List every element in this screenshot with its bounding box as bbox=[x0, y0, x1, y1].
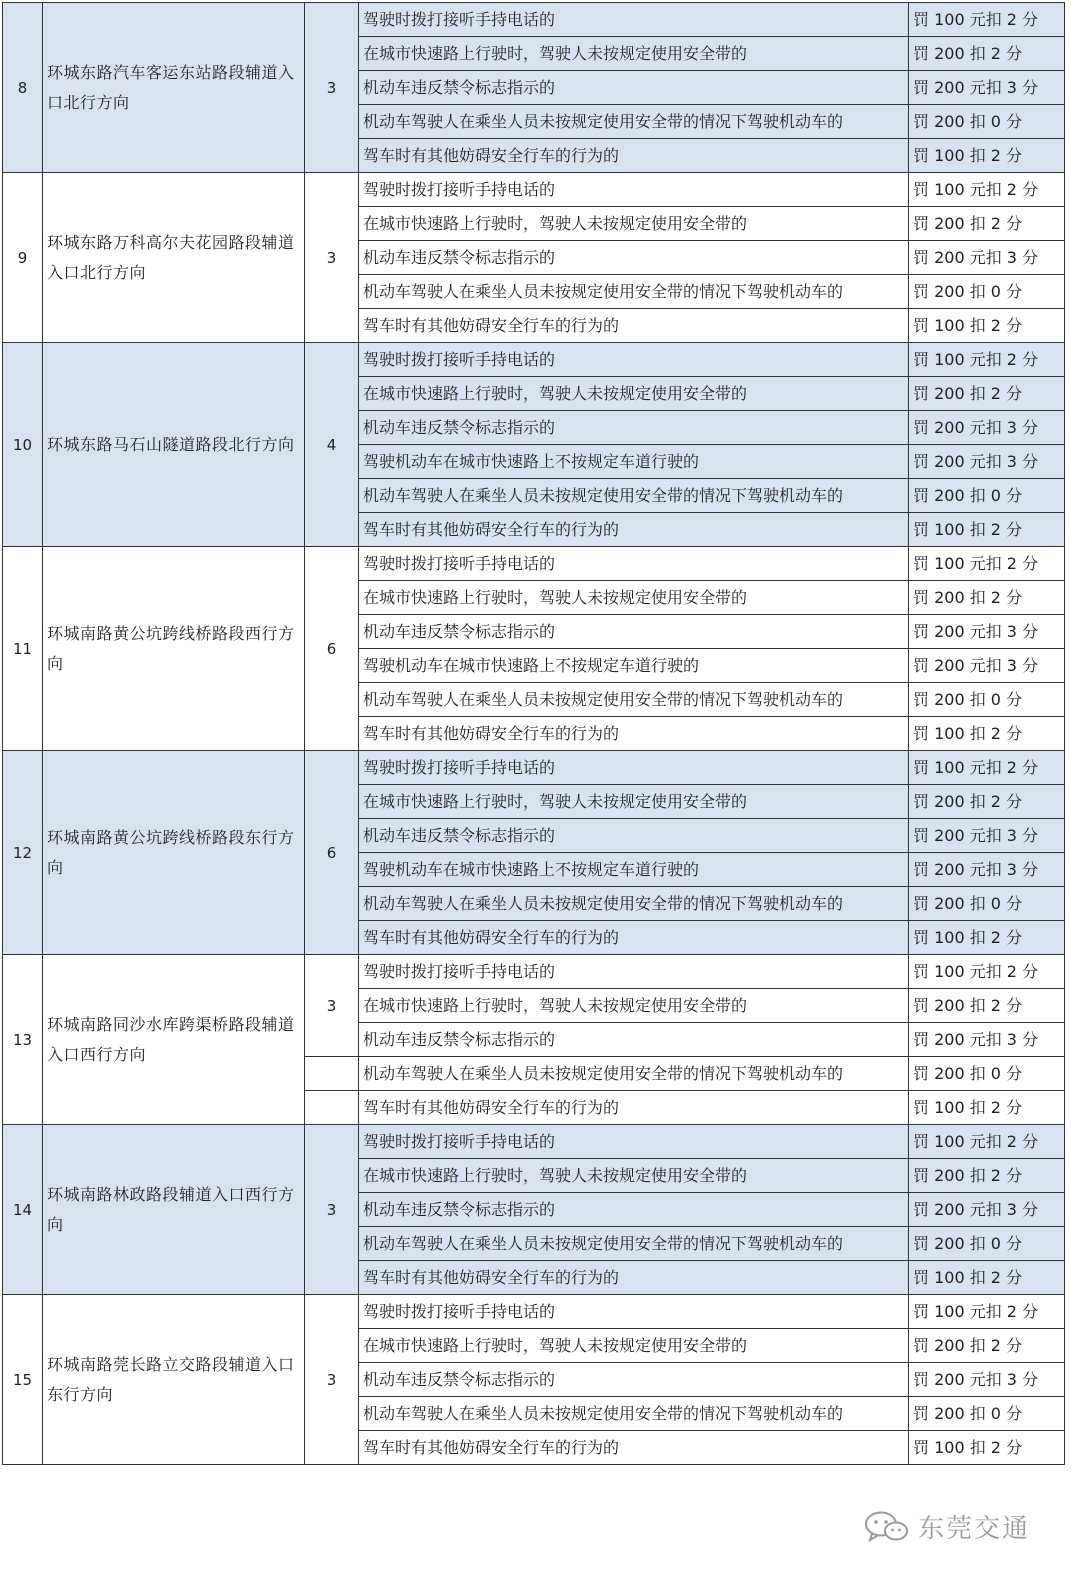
penalty: 罚 200 元扣 3 分 bbox=[909, 1363, 1065, 1397]
violation-description: 驾驶时拨打接听手持电话的 bbox=[359, 955, 909, 989]
location-cell: 环城南路黄公坑跨线桥路段东行方向 bbox=[43, 751, 305, 955]
violation-description: 驾驶时拨打接听手持电话的 bbox=[359, 173, 909, 207]
watermark-text: 东莞交通 bbox=[917, 1514, 1030, 1544]
penalty: 罚 200 扣 2 分 bbox=[909, 37, 1065, 71]
camera-count: 3 bbox=[305, 955, 359, 1057]
location-cell: 环城南路林政路段辅道入口西行方向 bbox=[43, 1125, 305, 1295]
penalty: 罚 100 扣 2 分 bbox=[909, 513, 1065, 547]
violation-description: 在城市快速路上行驶时，驾驶人未按规定使用安全带的 bbox=[359, 207, 909, 241]
violation-description: 在城市快速路上行驶时，驾驶人未按规定使用安全带的 bbox=[359, 1159, 909, 1193]
table-row bbox=[3, 955, 1065, 989]
camera-count: 3 bbox=[305, 3, 359, 173]
violation-description: 机动车驾驶人在乘坐人员未按规定使用安全带的情况下驾驶机动车的 bbox=[359, 479, 909, 513]
location-cell: 环城南路莞长路立交路段辅道入口东行方向 bbox=[43, 1295, 305, 1465]
violation-description: 机动车违反禁令标志指示的 bbox=[359, 1363, 909, 1397]
violation-description: 在城市快速路上行驶时，驾驶人未按规定使用安全带的 bbox=[359, 989, 909, 1023]
violation-description: 驾驶时拨打接听手持电话的 bbox=[359, 343, 909, 377]
location-cell: 环城东路万科高尔夫花园路段辅道入口北行方向 bbox=[43, 173, 305, 343]
penalty: 罚 200 元扣 3 分 bbox=[909, 1193, 1065, 1227]
violation-description: 驾车时有其他妨碍安全行车的行为的 bbox=[359, 921, 909, 955]
violation-description: 机动车驾驶人在乘坐人员未按规定使用安全带的情况下驾驶机动车的 bbox=[359, 683, 909, 717]
watermark bbox=[864, 1508, 1030, 1545]
table-row bbox=[3, 1295, 1065, 1329]
violation-description: 驾车时有其他妨碍安全行车的行为的 bbox=[359, 1261, 909, 1295]
penalty: 罚 100 元扣 2 分 bbox=[909, 1125, 1065, 1159]
violation-description: 在城市快速路上行驶时，驾驶人未按规定使用安全带的 bbox=[359, 785, 909, 819]
penalty: 罚 200 扣 2 分 bbox=[909, 989, 1065, 1023]
table-row bbox=[3, 343, 1065, 377]
penalty: 罚 200 扣 0 分 bbox=[909, 479, 1065, 513]
row-number: 15 bbox=[3, 1295, 43, 1465]
camera-count: 4 bbox=[305, 343, 359, 547]
penalty: 罚 100 扣 2 分 bbox=[909, 1431, 1065, 1465]
penalty: 罚 200 元扣 3 分 bbox=[909, 615, 1065, 649]
table-row bbox=[3, 547, 1065, 581]
location-cell: 环城南路黄公坑跨线桥路段西行方向 bbox=[43, 547, 305, 751]
penalty: 罚 100 扣 2 分 bbox=[909, 921, 1065, 955]
penalty: 罚 100 元扣 2 分 bbox=[909, 343, 1065, 377]
violation-description: 驾车时有其他妨碍安全行车的行为的 bbox=[359, 717, 909, 751]
penalty: 罚 100 扣 2 分 bbox=[909, 717, 1065, 751]
penalty: 罚 100 元扣 2 分 bbox=[909, 751, 1065, 785]
violation-description: 在城市快速路上行驶时，驾驶人未按规定使用安全带的 bbox=[359, 1329, 909, 1363]
penalty: 罚 100 元扣 2 分 bbox=[909, 955, 1065, 989]
penalty: 罚 200 扣 0 分 bbox=[909, 105, 1065, 139]
penalty: 罚 100 元扣 2 分 bbox=[909, 1295, 1065, 1329]
location-cell: 环城东路汽车客运东站路段辅道入口北行方向 bbox=[43, 3, 305, 173]
penalty: 罚 200 元扣 3 分 bbox=[909, 819, 1065, 853]
violation-description: 驾驶时拨打接听手持电话的 bbox=[359, 1295, 909, 1329]
violation-description: 驾驶时拨打接听手持电话的 bbox=[359, 547, 909, 581]
penalty: 罚 200 元扣 3 分 bbox=[909, 241, 1065, 275]
penalty: 罚 200 扣 2 分 bbox=[909, 207, 1065, 241]
penalty: 罚 200 扣 2 分 bbox=[909, 377, 1065, 411]
penalty: 罚 100 扣 2 分 bbox=[909, 1091, 1065, 1125]
row-number: 10 bbox=[3, 343, 43, 547]
violation-description: 机动车驾驶人在乘坐人员未按规定使用安全带的情况下驾驶机动车的 bbox=[359, 105, 909, 139]
penalty: 罚 200 扣 2 分 bbox=[909, 581, 1065, 615]
table-row bbox=[3, 173, 1065, 207]
penalty: 罚 200 扣 0 分 bbox=[909, 683, 1065, 717]
wechat-icon bbox=[864, 1510, 910, 1544]
row-number: 14 bbox=[3, 1125, 43, 1295]
penalty: 罚 100 扣 2 分 bbox=[909, 309, 1065, 343]
row-number: 13 bbox=[3, 955, 43, 1125]
row-number: 9 bbox=[3, 173, 43, 343]
violation-description: 机动车违反禁令标志指示的 bbox=[359, 241, 909, 275]
camera-count: 3 bbox=[305, 1295, 359, 1465]
camera-count: 3 bbox=[305, 173, 359, 343]
location-cell: 环城南路同沙水库跨渠桥路段辅道入口西行方向 bbox=[43, 955, 305, 1125]
penalty: 罚 200 元扣 3 分 bbox=[909, 649, 1065, 683]
violation-description: 机动车驾驶人在乘坐人员未按规定使用安全带的情况下驾驶机动车的 bbox=[359, 275, 909, 309]
violation-description: 驾车时有其他妨碍安全行车的行为的 bbox=[359, 1091, 909, 1125]
violation-description: 机动车驾驶人在乘坐人员未按规定使用安全带的情况下驾驶机动车的 bbox=[359, 1227, 909, 1261]
camera-count: 3 bbox=[305, 1125, 359, 1295]
violation-description: 在城市快速路上行驶时，驾驶人未按规定使用安全带的 bbox=[359, 581, 909, 615]
violation-table bbox=[2, 2, 1065, 1465]
violation-description: 在城市快速路上行驶时，驾驶人未按规定使用安全带的 bbox=[359, 37, 909, 71]
penalty: 罚 200 扣 2 分 bbox=[909, 1159, 1065, 1193]
penalty: 罚 200 扣 0 分 bbox=[909, 1397, 1065, 1431]
camera-count: 6 bbox=[305, 547, 359, 751]
penalty: 罚 200 扣 2 分 bbox=[909, 785, 1065, 819]
penalty: 罚 100 元扣 2 分 bbox=[909, 173, 1065, 207]
penalty: 罚 200 元扣 3 分 bbox=[909, 853, 1065, 887]
violation-description: 在城市快速路上行驶时，驾驶人未按规定使用安全带的 bbox=[359, 377, 909, 411]
location-cell: 环城东路马石山隧道路段北行方向 bbox=[43, 343, 305, 547]
camera-count-empty bbox=[305, 1091, 359, 1125]
violation-description: 驾车时有其他妨碍安全行车的行为的 bbox=[359, 1431, 909, 1465]
violation-description: 驾驶时拨打接听手持电话的 bbox=[359, 1125, 909, 1159]
camera-count: 6 bbox=[305, 751, 359, 955]
violation-description: 机动车违反禁令标志指示的 bbox=[359, 1023, 909, 1057]
penalty: 罚 200 扣 0 分 bbox=[909, 1227, 1065, 1261]
penalty: 罚 200 元扣 3 分 bbox=[909, 71, 1065, 105]
violation-description: 驾驶时拨打接听手持电话的 bbox=[359, 3, 909, 37]
table-row bbox=[3, 3, 1065, 37]
penalty: 罚 100 元扣 2 分 bbox=[909, 3, 1065, 37]
penalty: 罚 100 扣 2 分 bbox=[909, 139, 1065, 173]
row-number: 11 bbox=[3, 547, 43, 751]
violation-description: 机动车驾驶人在乘坐人员未按规定使用安全带的情况下驾驶机动车的 bbox=[359, 887, 909, 921]
row-number: 12 bbox=[3, 751, 43, 955]
violation-description: 机动车违反禁令标志指示的 bbox=[359, 71, 909, 105]
violation-description: 机动车违反禁令标志指示的 bbox=[359, 819, 909, 853]
violation-description: 机动车驾驶人在乘坐人员未按规定使用安全带的情况下驾驶机动车的 bbox=[359, 1057, 909, 1091]
violation-description: 驾车时有其他妨碍安全行车的行为的 bbox=[359, 139, 909, 173]
violation-description: 机动车违反禁令标志指示的 bbox=[359, 411, 909, 445]
violation-description: 驾驶机动车在城市快速路上不按规定车道行驶的 bbox=[359, 445, 909, 479]
violation-description: 驾车时有其他妨碍安全行车的行为的 bbox=[359, 309, 909, 343]
violation-description: 驾驶时拨打接听手持电话的 bbox=[359, 751, 909, 785]
violation-description: 驾驶机动车在城市快速路上不按规定车道行驶的 bbox=[359, 649, 909, 683]
penalty: 罚 200 元扣 3 分 bbox=[909, 411, 1065, 445]
penalty: 罚 200 扣 0 分 bbox=[909, 887, 1065, 921]
penalty: 罚 100 元扣 2 分 bbox=[909, 547, 1065, 581]
penalty: 罚 200 元扣 3 分 bbox=[909, 445, 1065, 479]
violation-description: 机动车驾驶人在乘坐人员未按规定使用安全带的情况下驾驶机动车的 bbox=[359, 1397, 909, 1431]
violation-description: 机动车违反禁令标志指示的 bbox=[359, 1193, 909, 1227]
table-row bbox=[3, 751, 1065, 785]
table-row bbox=[3, 1125, 1065, 1159]
violation-description: 机动车违反禁令标志指示的 bbox=[359, 615, 909, 649]
violation-description: 驾驶机动车在城市快速路上不按规定车道行驶的 bbox=[359, 853, 909, 887]
penalty: 罚 100 扣 2 分 bbox=[909, 1261, 1065, 1295]
penalty: 罚 200 扣 2 分 bbox=[909, 1329, 1065, 1363]
penalty: 罚 200 扣 0 分 bbox=[909, 1057, 1065, 1091]
penalty: 罚 200 元扣 3 分 bbox=[909, 1023, 1065, 1057]
penalty: 罚 200 扣 0 分 bbox=[909, 275, 1065, 309]
violation-description: 驾车时有其他妨碍安全行车的行为的 bbox=[359, 513, 909, 547]
row-number: 8 bbox=[3, 3, 43, 173]
camera-count-empty bbox=[305, 1057, 359, 1091]
